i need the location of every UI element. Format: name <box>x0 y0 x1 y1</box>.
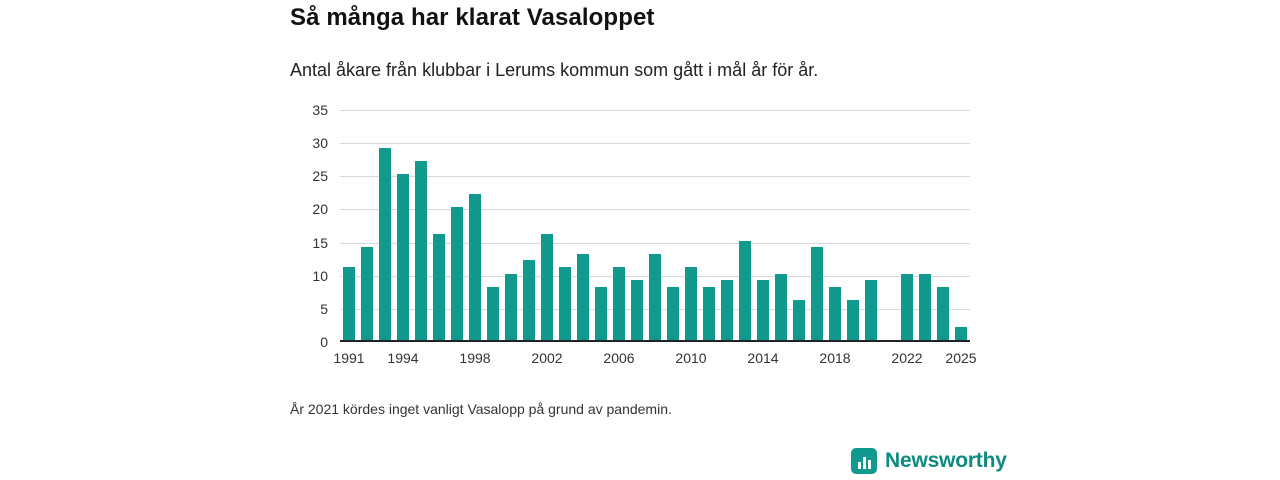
bar <box>595 287 608 340</box>
bar <box>757 280 770 340</box>
bar <box>775 274 788 340</box>
brand-name: Newsworthy <box>885 449 1007 472</box>
bar <box>937 287 950 340</box>
bar <box>649 254 662 340</box>
y-axis-tick-label: 15 <box>312 234 328 251</box>
bar <box>433 234 446 340</box>
y-axis-tick-label: 30 <box>312 135 328 152</box>
bar <box>613 267 626 340</box>
x-axis-tick-label: 2022 <box>891 350 923 366</box>
y-axis-tick-label: 10 <box>312 267 328 284</box>
x-axis-tick-label: 1991 <box>333 350 365 366</box>
bar <box>559 267 572 340</box>
bar <box>667 287 680 340</box>
bar <box>487 287 500 340</box>
bar <box>685 267 698 340</box>
bar <box>955 327 968 340</box>
y-axis-tick-label: 35 <box>312 102 328 118</box>
x-axis-tick-label: 1998 <box>459 350 491 366</box>
bar <box>739 241 752 340</box>
y-axis-tick-label: 20 <box>312 201 328 218</box>
bar-chart-icon <box>851 448 877 474</box>
bar <box>451 207 464 340</box>
bar <box>811 247 824 340</box>
bar <box>703 287 716 340</box>
x-axis-tick-label: 2010 <box>675 350 707 366</box>
bar-chart <box>290 100 980 366</box>
bar <box>415 161 428 340</box>
x-axis-line <box>340 340 970 342</box>
x-axis-tick-label: 2025 <box>945 350 977 366</box>
bar <box>793 300 806 340</box>
bar <box>397 174 410 340</box>
x-axis-tick-label: 2002 <box>531 350 563 366</box>
bar <box>541 234 554 340</box>
x-axis-tick-label: 2014 <box>747 350 779 366</box>
y-axis-tick-label: 5 <box>320 300 328 317</box>
x-axis-tick-label: 2018 <box>819 350 851 366</box>
bar <box>523 260 536 340</box>
bar <box>469 194 482 340</box>
y-axis-tick-label: 0 <box>320 334 328 350</box>
bar <box>577 254 590 340</box>
y-axis-tick-label: 25 <box>312 168 328 185</box>
page-subtitle: Antal åkare från klubbar i Lerums kommun som gått i mål år för år. <box>290 60 819 80</box>
chart-footnote: År 2021 kördes inget vanligt Vasalopp på grund av pandemin. <box>290 401 672 417</box>
bar <box>865 280 878 340</box>
bar <box>343 267 356 340</box>
bar <box>901 274 914 340</box>
bar <box>919 274 932 340</box>
x-axis-tick-label: 2006 <box>603 350 635 366</box>
x-axis-tick-label: 1994 <box>387 350 419 366</box>
page-title: Så många har klarat Vasaloppet <box>290 4 655 31</box>
bar-series <box>340 108 970 340</box>
bar <box>505 274 518 340</box>
bar <box>631 280 644 340</box>
bar <box>721 280 734 340</box>
x-axis-labels <box>333 350 977 370</box>
bar <box>829 287 842 340</box>
plot-area <box>312 102 970 350</box>
bar <box>361 247 374 340</box>
bar <box>379 148 392 340</box>
bar <box>847 300 860 340</box>
newsworthy-logo[interactable] <box>851 448 1007 474</box>
